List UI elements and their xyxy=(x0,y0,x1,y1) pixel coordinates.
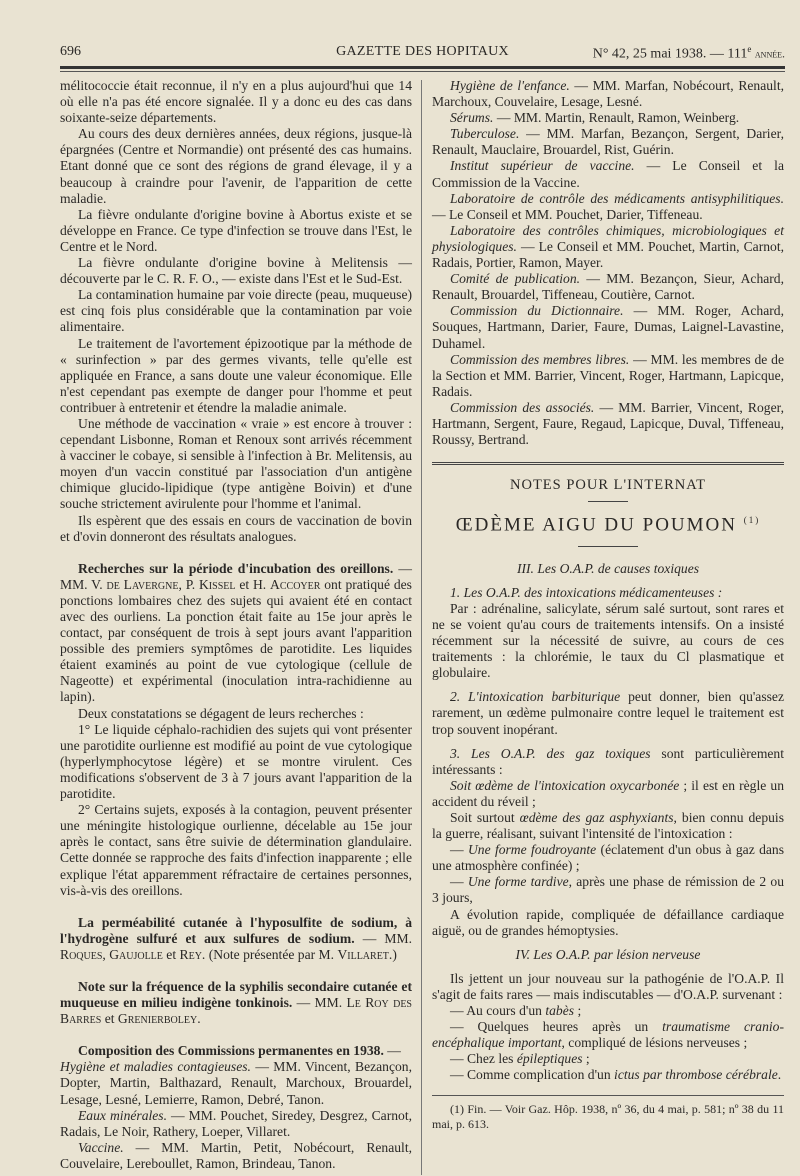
commission-entry: Hygiène et maladies contagieuses. — MM. Vincent, Bezançon, Dopter, Martin, Balthazard, Renault, Marchoux, Brouardel, Lesage, Lesné, Lemierre, Ramon, Debré, Tanon. xyxy=(60,1059,412,1107)
paragraph: 3. Les O.A.P. des gaz toxiques sont particulièrement intéressants : xyxy=(432,745,784,777)
right-column xyxy=(432,78,784,1131)
subsection-title: III. Les O.A.P. de causes toxiques xyxy=(516,560,700,576)
section-heading: Recherches sur la période d'incubation des oreillons. xyxy=(78,560,394,576)
paragraph: Par : adrénaline, salicylate, sérum salé surtout, sont rares et ne se voient qu'au cours de traitements intensifs. On a insisté récemment sur la nécessité de suivre, au cours de ces traitements : la chlorémie, le taux du Cl plasmatique et globulaire. xyxy=(432,600,784,681)
section-heading: Composition des Commissions permanentes en 1938. xyxy=(78,1043,384,1059)
paragraph: Ils espèrent que des essais en cours de vaccination de bovin et d'ovin donneront des résultats analogues. xyxy=(60,512,412,544)
section-permeability: La perméabilité cutanée à l'hyposulfite de sodium, à l'hydrogène sulfuré et aux sulfures de sodium. — MM. Roques, Gaujolle et Rey. (Note présentée par M. Villaret.) xyxy=(60,914,412,962)
commission-entry: Tuberculose. — MM. Marfan, Bezançon, Sergent, Darier, Renault, Mauclaire, Brouardel, Rist, Guérin. xyxy=(432,126,784,158)
paragraph: Soit œdème de l'intoxication oxycarbonée ; il est en règle un accident du réveil ; xyxy=(432,777,784,809)
paragraph: La fièvre ondulante d'origine bovine à Abortus existe et se développe en France. Ce type d'infection se trouve dans l'Est, le Centre et le Nord. xyxy=(60,206,412,254)
footnote-rule xyxy=(432,1095,784,1096)
commission-entry: Sérums. — MM. Martin, Renault, Ramon, Weinberg. xyxy=(450,110,740,126)
commission-entry: Commission du Dictionnaire. — MM. Roger, Achard, Souques, Hartmann, Darier, Faure, Dumas, Laignel-Lavastine, Duhamel. xyxy=(432,303,784,351)
notes-title: NOTES POUR L'INTERNAT xyxy=(510,477,706,494)
paragraph: La fièvre ondulante d'origine bovine à Melitensis — découverte par le C. R. F. O., — existe dans l'Est et le Sud-Est. xyxy=(60,255,412,287)
paragraph: Le traitement de l'avortement épizootique par la méthode de « surinfection » par des germes vivants, telle qu'elle est appliquée en France, a sans doute une valeur économique. Elle n'est cependant pas exempte de danger pour l'homme et peut contribuer à entretenir et étendre la maladie animale. xyxy=(60,335,412,415)
paragraph: Soit surtout œdème des gaz asphyxiants, bien connu depuis la guerre, réalisant, suivant l'intensité de l'intoxication : xyxy=(432,809,784,842)
paragraph: Une méthode de vaccination « vraie » est encore à trouver : cependant Lisbonne, Roman et Renoux sont arrivés récemment à vacciner le cobaye, si sensible à l'infection à Br. Melitensis, au moyen d'un vaccin constitué par l'association d'un antigène chimique glucido-lipidique (type antigène Boivin) et d'une souche strictement avirulente pour l'homme et l'animal. xyxy=(60,415,412,512)
footnote: (1) Fin. — Voir Gaz. Hôp. 1938, nº 36, du 4 mai, p. 581; nº 38 du 11 mai, p. 613. xyxy=(432,1102,784,1131)
journal-title: GAZETTE DES HOPITAUX xyxy=(336,44,509,59)
page-number: 696 xyxy=(60,44,81,59)
list-item: — Comme complication d'un ictus par thrombose cérébrale. xyxy=(450,1067,782,1083)
paragraph: 1° Le liquide céphalo-rachidien des sujets qui vont présenter une parotidite ourlienne est modifié au point de vue cytologique (hyperlymphocytose légère) et se montre virulent. Ces modifications s'observent de 3 à 7 jours avant l'apparition de la parotidite. xyxy=(60,721,412,802)
paragraph: — Une forme tardive, après une phase de rémission de 2 ou 3 jours, xyxy=(432,874,784,906)
paragraph: Au cours des deux dernières années, deux régions, jusque-là épargnées (Centre et Normandie) ont présenté des cas humains. Etant donné que ce sont des régions de grand élevage, il y a beaucoup à craindre pour l'avenir, de l'apparition de cette maladie. xyxy=(60,126,412,206)
running-header xyxy=(60,44,785,66)
paragraph: A évolution rapide, compliquée de défaillance cardiaque aiguë, ou de grandes hémoptysies. xyxy=(432,906,784,938)
paragraph: Ils jettent un jour nouveau sur la pathogénie de l'O.A.P. Il s'agit de faits rares — mais indiscutables — d'O.A.P. survenant : xyxy=(432,970,784,1002)
issue-info: N° 42, 25 mai 1938. — 111e année. xyxy=(592,44,785,62)
section-syphilis: Note sur la fréquence de la syphilis secondaire cutanée et muqueuse en milieu indigène tonkinois. — MM. Le Roy des Barres et Grenierboley. xyxy=(60,978,412,1027)
commission-entry: Commission des associés. — MM. Barrier, Vincent, Roger, Hartmann, Sergent, Faure, Regaud, Lapicque, Duval, Tiffeneau, Roussy, Bertrand. xyxy=(432,399,784,448)
section-heading: Note sur la fréquence de la syphilis secondaire cutanée et muqueuse en milieu indigène tonkinois. xyxy=(60,978,412,1011)
paragraph: Deux constatations se dégagent de leurs recherches : xyxy=(78,705,364,721)
section-heading: La perméabilité cutanée à l'hyposulfite de sodium, à l'hydrogène sulfuré et aux sulfures de sodium. xyxy=(60,914,412,946)
header-rule xyxy=(60,66,785,72)
paragraph: La contamination humaine par voie directe (peau, muqueuse) est cinq fois plus considérable que la contamination par voie alimentaire. xyxy=(60,287,412,335)
article-title: ŒDÈME AIGU DU POUMON $^{(1)}$ xyxy=(455,514,761,536)
paragraph: 2. L'intoxication barbiturique peut donner, bien qu'assez rarement, un œdème pulmonaire contre lequel le traitement est trop souvent inopérant. xyxy=(432,689,784,737)
section-commissions: Composition des Commissions permanentes en 1938. — xyxy=(78,1043,401,1059)
commission-entry: Commission des membres libres. — MM. les membres de de la Section et MM. Barrier, Vincent, Roger, Hartmann, Lapicque, Radais. xyxy=(432,351,784,399)
left-column xyxy=(60,78,412,1172)
list-item: — Au cours d'un tabès ; xyxy=(450,1003,582,1019)
commission-entry: Eaux minérales. — MM. Pouchet, Siredey, Desgrez, Carnot, Radais, Le Noir, Rathery, Loeper, Villaret. xyxy=(60,1107,413,1139)
commission-entry: Laboratoire de contrôle des médicaments antisyphilitiques. — Le Conseil et MM. Pouchet, Darier, Tiffeneau. xyxy=(432,190,784,222)
paragraph: 2° Certains sujets, exposés à la contagion, peuvent présenter une méningite histologique ourlienne, décelable au 15e jour après le contact, sans être suivie de détermination glandulaire. Cette donnée se rapproche des faits d'infection inapparente ; elle explique l'état apparemment réfractaire de certaines personnes, vis-à-vis des oreillons. xyxy=(60,802,412,898)
subsection-title: IV. Les O.A.P. par lésion nerveuse xyxy=(515,946,701,962)
paragraph: — Une forme foudroyante (éclatement d'un obus à gaz dans une atmosphère confinée) ; xyxy=(432,842,785,874)
column-divider xyxy=(421,80,422,1175)
list-item: — Quelques heures après un traumatisme cranio-encéphalique important, compliqué de lésions nerveuses ; xyxy=(432,1019,784,1051)
commission-entry: Vaccine. — MM. Martin, Petit, Nobécourt, Renault, Couvelaire, Lereboullet, Ramon, Brindeau, Tanon. xyxy=(60,1139,412,1171)
short-rule xyxy=(588,501,628,502)
list-item: — Chez les épileptiques ; xyxy=(450,1051,590,1067)
commission-entry: Institut supérieur de vaccine. — Le Conseil et la Commission de la Vaccine. xyxy=(432,158,784,190)
footnote-ref: (1) xyxy=(743,515,761,526)
commission-entry: Hygiène de l'enfance. — MM. Marfan, Nobécourt, Renault, Marchoux, Couvelaire, Lesage, Lesné. xyxy=(432,78,784,110)
short-rule xyxy=(578,546,638,547)
paragraph: mélitococcie était reconnue, il n'y en a plus aujourd'hui que 14 où elle n'a pas été encore signalée. Il y a donc eu des cas dans soixante-seize départements. xyxy=(60,78,412,126)
paragraph: 1. Les O.A.P. des intoxications médicamenteuses : xyxy=(450,584,723,600)
section-mumps: Recherches sur la période d'incubation des oreillons. — MM. V. de Lavergne, P. Kissel et H. Accoyer ont pratiqué des ponctions lombaires chez des sujets qui avaient été en contact avec des ourliens. La ponction était faite au 15e jour après le contact, par conséquent de trois à sept jours avant l'apparition possible des premiers symptômes de parotidite. Les liquides étaient examinés au point de vue cytologique (cellule de Nageotte) et expérimental (inoculation intra-rachidienne au lapin). xyxy=(60,560,412,705)
commission-entry: Comité de publication. — MM. Bezançon, Sieur, Achard, Renault, Brouardel, Tiffeneau, Coutière, Carnot. xyxy=(432,271,784,303)
commission-entry: Laboratoire des contrôles chimiques, microbiologiques et physiologiques. — Le Conseil et MM. Pouchet, Martin, Carnot, Radais, Portier, Ramon, Mayer. xyxy=(432,222,784,271)
section-rule xyxy=(432,462,784,465)
